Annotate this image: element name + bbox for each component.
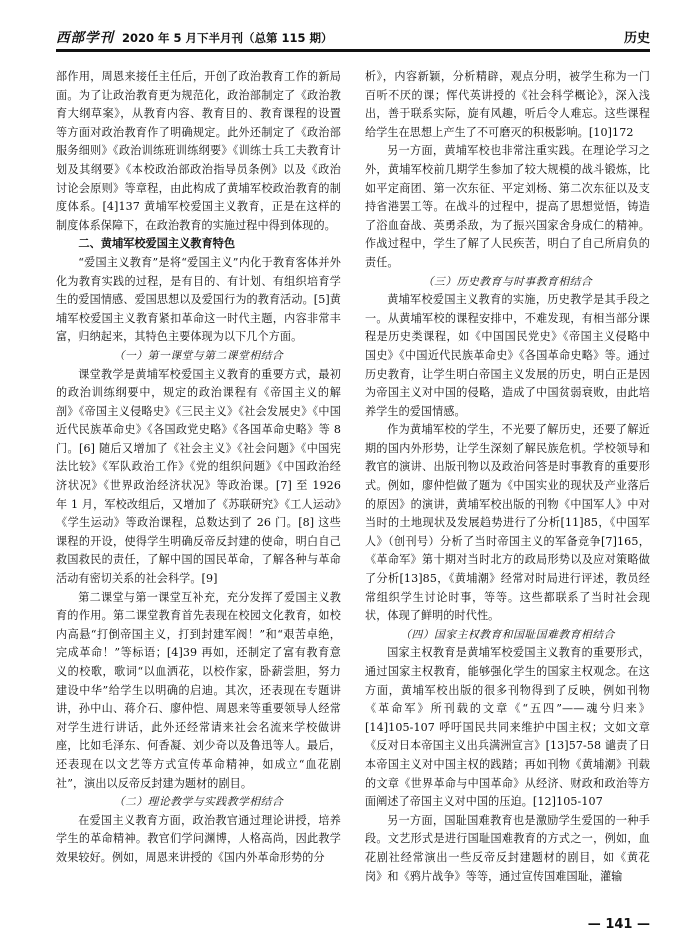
page-number: — 141 — [587, 916, 650, 932]
body-paragraph: 作为黄埔军校的学生，不光要了解历史，还要了解近期的国内外形势，让学生深刻了解民族危机。学校领导和教官的演讲、出版刊物以及政治问答是时事教育的重要形式。例如，廖仲恺做了题为《中国实业的现状及产业落后的原因》的演讲，黄埔军校出版的刊物《中国军人》中对当时的土地现状及发展趋势进行了分析[11]85，《中国军人》（创刊号）分析了当时帝国主义的军备竞争[7]165，《革命军》第十期对当时北方的政局形势以及应对策略做了分析[13]85，《黄埔潮》经常对时局进行评述，教员经常组织学生讨论时事，等等。这些都联系了当时社会现状，体现了鲜明的时代性。 [365, 423, 650, 623]
running-header [56, 26, 650, 51]
body-paragraph: 部作用，周恩来接任主任后，开创了政治教育工作的新局面。为了让政治教育更为规范化，政治部制定了《政治教育大纲草案》，从教育内容、教育目的、教育课程的设置等方面对政治教育作了明确规定。此外还制定了《政治部服务细则》《政治训练班训练纲要》《训练士兵工夫教育计划及其纲要》《本校政治部政治指导员条例》以及《政治讨论会原则》等章程，由此构成了黄埔军校政治教育的制度体系。[4]137 黄埔军校爱国主义教育，正是在这样的制度体系保障下，在政治教育的实施过程中得到体现的。 [56, 70, 341, 232]
section-heading: 二、黄埔军校爱国主义教育特色 [78, 237, 236, 251]
issue-info: 2020 年 5 月下半月刊（总第 115 期） [122, 31, 333, 45]
body-paragraph: 在爱国主义教育方面，政治教官通过理论讲授，培养学生的革命精神。教官们学问渊博，人格高尚，因此教学效果较好。例如，周恩来讲授的《国内外革命形势的分 [56, 813, 341, 864]
body-paragraph: 国家主权教育是黄埔军校爱国主义教育的重要形式，通过国家主权教育，能够强化学生的国家主权观念。在这方面，黄埔军校出版的很多刊物得到了反映，例如刊物《革命军》所刊载的文章《“五四”——魂兮归来》[14]105-107 呼吁国民共同来维护中国主权；文如文章《反对日本帝国主义出兵满洲宣言》[13]57-58 谴责了日本帝国主义对中国主权的践踏；再如刊物《黄埔潮》刊载的文章《世界革命与中国革命》从经济、财政和政治等方面阐述了帝国主义对中国的压迫。[12]105-107 [365, 646, 650, 809]
body-columns [56, 68, 650, 920]
body-paragraph: 另一方面，国耻国难教育也是激励学生爱国的一种手段。文艺形式是进行国耻国难教育的方式之一，例如，血花剧社经常演出一些反帝反封建题材的剧目，如《黄花岗》和《鸦片战争》等等，通过宣传国难国耻，灌输 [365, 813, 650, 883]
subsection-heading: （四）国家主权教育和国耻国难教育相结合 [400, 627, 615, 641]
header-rule [56, 51, 650, 52]
body-paragraph: 黄埔军校爱国主义教育的实施，历史教学是其手段之一。从黄埔军校的课程安排中，不难发现，有相当部分课程是历史类课程，如《中国国民党史》《帝国主义侵略中国史》《中国近代民族革命史》《各国革命史略》等。通过历史教育，让学生明白帝国主义发展的历史，明白正是因为帝国主义对中国的侵略，造成了中国贫弱衰败，由此培养学生的爱国情感。 [365, 293, 650, 418]
subsection-heading: （二）理论教学与实践教学相结合 [113, 795, 284, 809]
subsection-heading: （三）历史教育与时事教育相结合 [422, 274, 593, 288]
body-paragraph: “爱国主义教育”是将“爱国主义”内化于教育客体并外化为教育实践的过程，是有目的、有计划、有组织培育学生的爱国情感、爱国思想以及爱国行为的教育活动。[5]黄埔军校爱国主义教育紧扣革命这一时代主题，内容非常丰富，归纳起来，其特色主要体现为以下几个方面。 [56, 255, 341, 344]
section-label: 历史 [623, 31, 650, 46]
body-paragraph: 第二课堂与第一课堂互补充，充分发挥了爱国主义教育的作用。第二课堂教育首先表现在校园文化教育，如校内高悬“打倒帝国主义，打到封建军阀！”和“艰苦卓绝，完成革命！”等标语；[4]39 再如，还制定了富有教育意义的校歌，歌词“以血洒花，以校作家，卧薪尝胆，努力建设中华”给学生以明确的启迪。其次，还表现在专题讲讲，孙中山、蒋介石、廖仲恺、周恩来等重要领导人经常对学生进行讲话，此外还经常请来社会名流来学校做讲座，比如毛泽东、何香凝、刘少奇以及鲁迅等人。最后，还表现在以文艺等方式宣传革命精神，如成立“血花剧社”，演出以反帝反封建为题材的剧目。 [56, 590, 341, 790]
header-left [56, 26, 333, 46]
body-paragraph: 析》，内容新颖，分析精辟，观点分明，被学生称为一门百听不厌的课；恽代英讲授的《社会科学概论》，深入浅出，善于联系实际，旋有风趣，听后令人难忘。这些课程给学生在思想上产生了不可磨灭的积极影响。[10]172 [365, 70, 650, 139]
body-paragraph: 课堂教学是黄埔军校爱国主义教育的重要方式，最初的政治训练纲要中，规定的政治课程有《帝国主义的解剖》《帝国主义侵略史》《三民主义》《社会发展史》《中国近代民族革命史》《各国政党史略》《各国革命史略》等 8 门。[6] 随后又增加了《社会主义》《社会问题》《中国宪法比较》《军队政治工作》《党的组织问题》《中国政治经济状况》《世界政治经济状况》等政治课。[7] 至 1926 年 1 月，军校改组后，又增加了《苏联研究》《工人运动》《学生运动》等政治课程，总数达到了 26 门。[8] 这些课程的开设，使得学生明确反帝反封建的使命，明白自己救国救民的责任，了解中国的国民革命，了解各种与革命活动有密切关系的社会科学。[9] [56, 367, 341, 586]
journal-logo: 西部学刊 [56, 30, 114, 46]
subsection-heading: （一）第一课堂与第二课堂相结合 [113, 348, 284, 362]
left-column [56, 68, 341, 920]
body-paragraph: 另一方面，黄埔军校也非常注重实践。在理论学习之外，黄埔军校前几期学生参加了较大规模的战斗锻炼，比如平定商团、第一次东征、平定刘杨、第二次东征以及支持省港罢工等。在战斗的过程中，提高了思想觉悟，铸造了浴血奋战、英勇杀敌，为了振兴国家舍身成仁的精神。作战过程中，学生了解了人民疾苦，明白了自己所肩负的责任。 [365, 144, 650, 269]
right-column [365, 68, 650, 920]
